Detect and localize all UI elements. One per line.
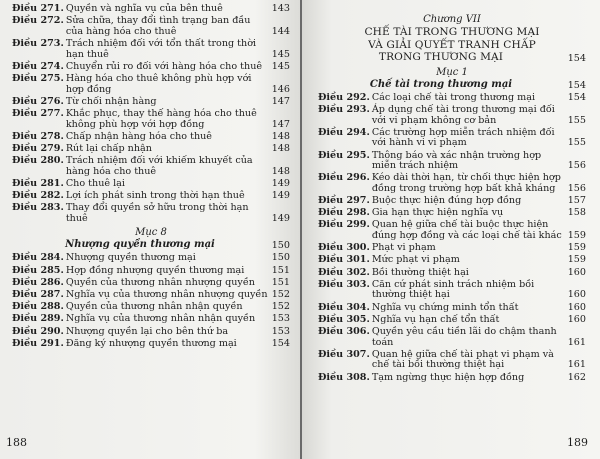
page-ref: 159 (567, 242, 586, 254)
article-label: Điều 284. (12, 252, 64, 264)
page-ref: 148 (271, 165, 290, 177)
toc-entry (318, 327, 586, 348)
left-section-heading (12, 227, 290, 251)
article-title: Mức phạt vi phạm (371, 254, 460, 266)
chapter-title-line-2: VÀ GIẢI QUYẾT TRANH CHẤP (368, 38, 536, 51)
article-title: Nghĩa vụ hạn chế tổn thất (371, 313, 500, 325)
article-title: Quyền của thương nhân nhượng quyền (65, 276, 255, 288)
toc-entry (12, 203, 290, 224)
article-title: Từ chối nhận hàng (65, 95, 157, 107)
toc-entry (12, 179, 290, 190)
article-label: Điều 288. (12, 301, 64, 313)
page-ref: 149 (271, 190, 290, 202)
article-label: Điều 292. (318, 91, 370, 103)
toc-entry (318, 315, 586, 326)
right-page-number: 189 (567, 436, 588, 449)
left-entries-bottom (12, 253, 290, 349)
article-label: Điều 283. (12, 202, 64, 214)
article-title: Áp dụng chế tài trong thương mại đối với vi phạm không cơ bản (371, 103, 555, 126)
right-page (302, 0, 600, 459)
article-title: Bồi thường thiệt hại (371, 266, 469, 278)
article-title: Hợp đồng nhượng quyền thương mại (65, 264, 245, 276)
article-label: Điều 278. (12, 130, 64, 142)
toc-entry (12, 253, 290, 264)
article-label: Điều 307. (318, 348, 370, 360)
page-ref: 151 (271, 264, 290, 276)
section-number: Mục 1 (436, 66, 468, 78)
article-title: Quyền yêu cầu tiền lãi do chậm thanh toán (371, 325, 557, 348)
article-title: Nghĩa vụ chứng minh tổn thất (371, 301, 519, 313)
article-label: Điều 303. (318, 278, 370, 290)
toc-entry (12, 62, 290, 73)
toc-entry (12, 74, 290, 95)
left-entries-top (12, 4, 290, 224)
page-ref: 151 (271, 276, 290, 288)
toc-entry (318, 208, 586, 219)
toc-entry (12, 144, 290, 155)
toc-entry (12, 132, 290, 143)
article-title: Đăng ký nhượng quyền thương mại (65, 337, 237, 349)
chapter-title-line-1: CHẾ TÀI TRONG THƯƠNG MẠI (364, 26, 540, 38)
article-title: Khắc phục, thay thế hàng hóa cho thuê không phù hợp với hợp đồng (65, 107, 257, 130)
article-label: Điều 305. (318, 313, 370, 325)
article-label: Điều 304. (318, 301, 370, 313)
page-ref: 152 (271, 301, 290, 313)
page-ref: 149 (271, 177, 290, 189)
article-title: Các trường hợp miễn trách nhiệm đối với hành vi vi phạm (371, 126, 555, 149)
article-label: Điều 274. (12, 60, 64, 72)
toc-entry (12, 314, 290, 325)
page-ref: 143 (271, 3, 290, 14)
page-ref: 146 (271, 83, 290, 95)
article-label: Điều 277. (12, 107, 64, 119)
article-title: Căn cứ phát sinh trách nhiệm bồi thường thiệt hại (371, 278, 535, 301)
toc-entry (318, 373, 586, 384)
page-ref: 160 (567, 301, 586, 313)
toc-entry (12, 290, 290, 301)
article-label: Điều 271. (12, 3, 64, 14)
article-label: Điều 306. (318, 325, 370, 337)
toc-entry (318, 268, 586, 279)
toc-entry (12, 327, 290, 338)
article-label: Điều 296. (318, 172, 370, 184)
article-label: Điều 276. (12, 95, 64, 107)
page-ref: 159 (567, 230, 586, 242)
page-ref: 158 (567, 207, 586, 219)
article-label: Điều 272. (12, 15, 64, 27)
article-label: Điều 293. (318, 103, 370, 115)
toc-entry (318, 303, 586, 314)
page-ref: 157 (567, 195, 586, 207)
toc-entry (12, 16, 290, 37)
toc-entry (12, 339, 290, 350)
toc-entry (12, 4, 290, 15)
page-ref: 160 (567, 313, 586, 325)
page-ref: 150 (271, 252, 290, 264)
right-entries (318, 93, 586, 383)
article-title: Kéo dài thời hạn, từ chối thực hiện hợp đồng trong trường hợp bất khả kháng (371, 172, 561, 194)
article-title: Chuyển rủi ro đối với hàng hóa cho thuê (65, 60, 263, 72)
article-label: Điều 286. (12, 276, 64, 288)
article-title: Quan hệ giữa chế tài phạt vi phạm và chế tài bồi thường thiệt hại (371, 348, 554, 371)
page-ref: 159 (567, 254, 586, 266)
page-ref: 156 (567, 182, 586, 194)
article-title: Phạt vi phạm (371, 242, 436, 254)
toc-entry (12, 156, 290, 177)
right-section-heading (318, 67, 586, 91)
article-label: Điều 301. (318, 254, 370, 266)
article-label: Điều 298. (318, 207, 370, 219)
article-title: Lợi ích phát sinh trong thời hạn thuê (65, 190, 245, 202)
page-ref: 155 (567, 137, 586, 149)
article-title: Gia hạn thực hiện nghĩa vụ (371, 207, 504, 219)
article-label: Điều 299. (318, 219, 370, 231)
page-ref: 147 (271, 95, 290, 107)
page-ref: 149 (271, 212, 290, 224)
article-label: Điều 295. (318, 149, 370, 161)
article-label: Điều 294. (318, 126, 370, 138)
toc-entry (318, 196, 586, 207)
page-ref: 160 (567, 266, 586, 278)
page-ref: 156 (567, 160, 586, 172)
article-label: Điều 290. (12, 325, 64, 337)
article-title: Quan hệ giữa chế tài buộc thực hiện đúng hợp đồng và các loại chế tài khác (371, 219, 562, 242)
section-page: 150 (271, 240, 290, 252)
article-title: Thông báo và xác nhận trường hợp miễn trách nhiệm (371, 149, 542, 172)
article-label: Điều 282. (12, 190, 64, 202)
page-ref: 147 (271, 118, 290, 130)
page-ref: 153 (271, 313, 290, 325)
article-label: Điều 291. (12, 337, 64, 349)
left-page-number: 188 (6, 436, 27, 449)
article-label: Điều 280. (12, 155, 64, 167)
page-ref: 145 (271, 60, 290, 72)
page-ref: 153 (271, 325, 290, 337)
page-ref: 155 (567, 114, 586, 126)
article-label: Điều 279. (12, 142, 64, 154)
article-title: Rút lại chấp nhận (65, 142, 152, 154)
page-ref: 162 (567, 371, 586, 383)
article-title: Quyền và nghĩa vụ của bên thuê (65, 3, 223, 14)
section-page: 154 (567, 79, 586, 91)
toc-entry (12, 302, 290, 313)
article-label: Điều 302. (318, 266, 370, 278)
toc-entry (318, 220, 586, 241)
article-label: Điều 300. (318, 242, 370, 254)
chapter-label: Chương VII (423, 14, 481, 25)
page-ref: 154 (271, 337, 290, 349)
article-label: Điều 297. (318, 195, 370, 207)
page-ref: 144 (271, 25, 290, 37)
page-ref: 161 (567, 336, 586, 348)
article-title: Thay đổi quyền sở hữu trong thời hạn thuê (65, 202, 249, 224)
toc-entry (318, 105, 586, 126)
toc-entry (318, 280, 586, 301)
article-title: Trách nhiệm đối với khiếm khuyết của hàng hóa cho thuê (65, 155, 253, 177)
page-ref: 152 (271, 288, 290, 300)
chapter-heading (318, 14, 586, 64)
chapter-page: 154 (567, 52, 586, 64)
page-ref: 148 (271, 130, 290, 142)
toc-entry (318, 93, 586, 104)
article-label: Điều 289. (12, 313, 64, 325)
article-label: Điều 285. (12, 264, 64, 276)
article-title: Sửa chữa, thay đổi tình trạng ban đầu của hàng hóa cho thuê (65, 15, 251, 37)
article-title: Nghĩa vụ của thương nhân nhận quyền (65, 313, 256, 325)
toc-entry (12, 266, 290, 277)
section-number: Mục 8 (135, 227, 167, 239)
article-title: Các loại chế tài trong thương mại (371, 91, 536, 103)
page-ref: 148 (271, 142, 290, 154)
toc-entry (318, 350, 586, 371)
toc-entry (318, 243, 586, 254)
article-title: Nghĩa vụ của thương nhân nhượng quyền (65, 288, 268, 300)
article-title: Tạm ngừng thực hiện hợp đồng (371, 371, 525, 383)
article-title: Trách nhiệm đối với tổn thất trong thời hạn thuê (65, 37, 257, 60)
section-title: Chế tài trong thương mại (369, 78, 513, 90)
chapter-title-line-3: TRONG THƯƠNG MẠI (378, 51, 504, 64)
article-title: Quyền của thương nhân nhận quyền (65, 301, 243, 313)
page-ref: 161 (567, 359, 586, 371)
article-label: Điều 308. (318, 371, 370, 383)
page-ref: 154 (567, 91, 586, 103)
article-title: Buộc thực hiện đúng hợp đồng (371, 195, 522, 207)
article-label: Điều 273. (12, 37, 64, 49)
toc-entry (318, 173, 586, 194)
article-title: Nhượng quyền lại cho bên thứ ba (65, 325, 229, 337)
article-title: Cho thuê lại (65, 177, 125, 189)
toc-entry (12, 278, 290, 289)
article-title: Nhượng quyền thương mại (65, 252, 196, 264)
article-title: Hàng hóa cho thuê không phù hợp với hợp đồng (65, 72, 252, 95)
toc-entry (12, 39, 290, 60)
toc-entry (318, 255, 586, 266)
toc-entry (12, 97, 290, 108)
toc-entry (12, 191, 290, 202)
section-title: Nhượng quyền thương mại (65, 239, 215, 251)
article-label: Điều 287. (12, 288, 64, 300)
toc-entry (318, 151, 586, 172)
article-title: Chấp nhận hàng hóa cho thuê (65, 130, 212, 142)
toc-entry (12, 109, 290, 130)
toc-entry (318, 128, 586, 149)
page-ref: 160 (567, 289, 586, 301)
page-ref: 145 (271, 48, 290, 60)
article-label: Điều 275. (12, 72, 64, 84)
article-label: Điều 281. (12, 177, 64, 189)
